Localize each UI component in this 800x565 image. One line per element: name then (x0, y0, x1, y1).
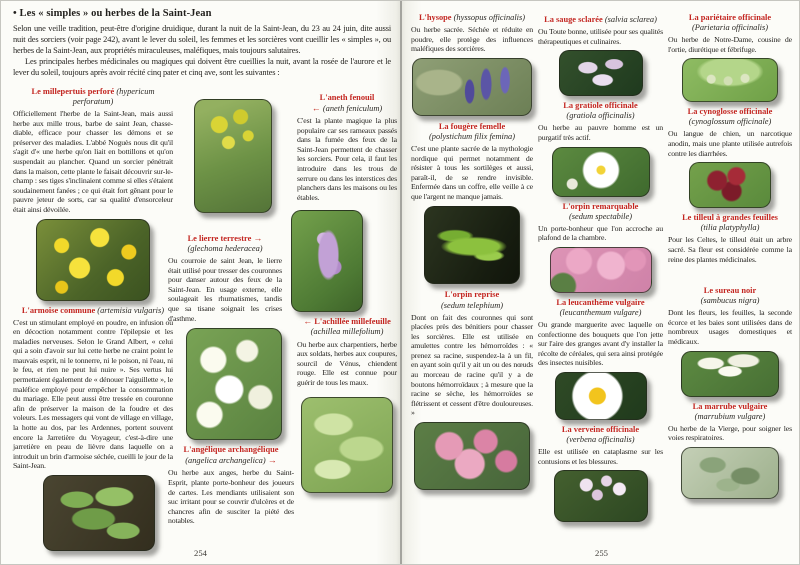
orpin-remarquable-photo (550, 247, 652, 293)
spacer (668, 268, 792, 286)
page-right (402, 1, 800, 565)
left-column-1 (13, 87, 173, 551)
section-orpin-remarquable (538, 202, 663, 243)
arrow-left-icon: ← (303, 316, 313, 327)
right-column-3 (668, 13, 792, 499)
section-orpin-reprise (411, 290, 533, 418)
latin-name: (leucanthemum vulgare) (559, 307, 642, 317)
section-sureau (668, 286, 792, 346)
latin-name: (aneth feniculum) (322, 104, 383, 114)
section-body: Ou langue de chien, un narcotique anodin, mais une plante utilisée autrefois contre les diarrhées. (668, 129, 792, 158)
section-verveine (538, 425, 663, 466)
section-heading (411, 290, 533, 310)
plant-name: L'aneth fenouil (319, 93, 375, 102)
hysope-photo (412, 58, 532, 116)
section-fougere (411, 122, 533, 202)
section-heading (668, 402, 792, 422)
plant-name: La marrube vulgaire (692, 401, 768, 411)
section-millepertuis (13, 87, 173, 215)
latin-name: (hypericum perforatum) (72, 87, 155, 107)
fenouil-photo (194, 99, 272, 213)
millepertuis-photo (36, 219, 150, 301)
section-heading (668, 13, 792, 33)
section-heading (297, 93, 397, 114)
plant-name: La fougère femelle (438, 121, 506, 131)
latin-name: (angelica archangelica) (185, 456, 266, 466)
section-body: Officiellement l'herbe de la Saint-Jean, mais aussi herbe aux mille trous, barbe de saint Jean, chasse-diable, efficace pour chasser les démons et se préserver des maladies. L'abbé Noguès nous dit qu'il s'agit d'« une herbe qu'on liait en bottillons et qu'on suspendait au plancher. Quand un sorcier pénétrait dans la maison, cette plante le faisait découvrir sur-le-champ : ses tiges s'inclinaient comme si elles s'étaient soudainement fanées ; ce qui était fort gênant pour le pauvre jeteur de sorts, car sa qualité d'ensorceleur était ainsi dévoilée. (13, 109, 173, 214)
angelique-photo (301, 397, 393, 493)
section-lierre (168, 233, 282, 323)
arrow-right-icon: → (253, 233, 263, 243)
section-body: Ou herbe de la Vierge, pour soigner les voies respiratoires. (668, 423, 792, 443)
verveine-photo (554, 470, 648, 522)
latin-name: (salvia sclarea) (604, 15, 657, 24)
latin-line (185, 456, 276, 465)
intro-paragraph-2: Les principales herbes médicinales ou magiques qui doivent être cueillies la nuit, avant la rosée de l'aurore et le lever du soleil, toujours après avoir récité cinq pater et cinq ave, sont les suivantes : (13, 57, 391, 78)
section-heading (13, 87, 173, 107)
section-heading (538, 15, 663, 25)
latin-name: (artemisia vulgaris) (97, 305, 165, 315)
plant-name: Le lierre terrestre (187, 234, 252, 243)
latin-name: (polystichum filix femina) (428, 131, 516, 141)
section-heading (538, 425, 663, 445)
latin-name: (cynoglossum officinale) (688, 117, 772, 127)
plant-name: L'hysope (418, 13, 452, 22)
page-number-left: 254 (194, 548, 207, 558)
section-cynoglosse (668, 107, 792, 158)
plant-name: La gratiole officinale (563, 101, 638, 111)
page-header (13, 8, 391, 78)
page-number-right: 255 (595, 548, 608, 558)
section-heading (411, 13, 533, 23)
section-heading (668, 107, 792, 127)
section-body: Dont les fleurs, les feuilles, la seconde écorce et les baies sont utilisées dans de nombreux usages domestiques et médicaux. (668, 308, 792, 346)
latin-name: (sedum spectabile) (568, 211, 633, 221)
parietaire-photo (682, 58, 778, 102)
page-title (13, 8, 391, 19)
bullet-icon: • (13, 8, 17, 19)
fougere-photo (424, 206, 520, 284)
armoise-photo (43, 475, 155, 551)
page-left (1, 1, 400, 565)
orpin-reprise-photo (414, 422, 530, 490)
section-heading (168, 445, 294, 466)
plant-name: L'angélique archangélique (183, 445, 279, 455)
section-heading (297, 316, 397, 337)
section-body: Ou herbe aux anges, herbe du Saint-Esprit, plante porte-bonheur des joueurs de cartes. Les mendiants utilisaient son suc irritant pour se couvrir d'ulcères et de chancres afin de susciter la piété des notables. (168, 468, 294, 526)
plant-name: Le sureau noir (703, 286, 757, 296)
section-heading (411, 122, 533, 142)
plant-name: Le tilleul à grandes feuilles (682, 213, 778, 223)
plant-name: L'orpin remarquable (562, 201, 639, 211)
section-body: Ou Toute bonne, utilisée pour ses qualités thérapeutiques et culinaires. (538, 27, 663, 46)
section-body: Ou grande marguerite avec laquelle on confectionne des bouquets que l'on jette sur l'aire des granges avant d'y installer la récolte de céréales, qui sera ainsi protégée des insectes nuisibles. (538, 320, 663, 368)
section-body: Dont on fait des couronnes qui sont placées près des bénitiers pour chasser les sorcières. Elle est utilisée en amulettes contre les hémorroïdes : « prenez sa racine, suspendez-la à un fil, en ayant soin qu'il y ait un ou des nœuds au morceau de racine qu'il y a de boutons hémorroïdaux ; à mesure que la racine se sèche, les hémorroïdes se flétrissent et cessent d'être douloureuses. » (411, 312, 533, 418)
section-heading (538, 101, 663, 121)
section-body: Ou courroie de saint Jean, le lierre était utilisé pour tresser des couronnes pour danser autour des feux de la Saint-Jean. En usage externe, elle soulageait les rhumatismes, tandis que sa tisane soignait les crises d'asthme. (168, 256, 282, 323)
plant-name: La leucanthème vulgaire (556, 297, 645, 307)
latin-name: (tilia platyphylla) (700, 223, 760, 233)
section-marrube (668, 402, 792, 443)
latin-name: (glechoma hederacea) (187, 244, 263, 254)
intro-paragraph-1: Selon une veille tradition, peut-être d'origine druidique, durant la nuit de la Saint-Jean, du 23 au 24 juin, dite aussi nuit des sorciers (voir page 242), avant le lever du soleil, les femmes et les sorcières vont cueillir les « simples », ou herbes de la Saint-Jean, aux propriétés miraculeuses, maléfiques, mais toujours salutaires. (13, 24, 391, 56)
plant-name: La sauge sclarée (544, 15, 603, 24)
section-body: Un porte-bonheur que l'on accroche au plafond de la chambre. (538, 223, 663, 243)
latin-name: (verbena officinalis) (566, 434, 635, 444)
section-body: C'est la plante magique la plus populaire car ses rameaux passés dans la fumée des feux de la Saint-Jean permettent de chasser les sorciers. Pour cela, il faut les introduire dans les trous de serrure ou dans les interstices des planchers dans les maisons ou les étables. (297, 116, 397, 202)
section-body: Ou herbe au pauvre homme est un purgatif très actif. (538, 123, 663, 142)
section-body: Ou herbe de Notre-Dame, cousine de l'ortie, diurétique et fébrifuge. (668, 35, 792, 54)
arrow-left-icon: ← (311, 103, 321, 114)
latin-name: (sedum telephium) (440, 300, 504, 310)
section-body: Ou herbe aux charpentiers, herbe aux soldats, herbes aux coupures, sourcil de Vénus, chiendent rouge. Elle est connue pour guérir de tous les maux. (297, 339, 397, 387)
section-parietaire (668, 13, 792, 54)
latin-name: (sambucus nigra) (700, 296, 760, 306)
section-body: Ou herbe sacrée. Séchée et réduite en poudre, elle protège des influences maléfiques des sorcières. (411, 25, 533, 54)
lierre-photo (291, 210, 363, 312)
leucantheme-photo (555, 372, 647, 420)
cynoglosse-photo (689, 162, 771, 208)
left-column-2 (168, 99, 294, 530)
section-body: C'est une plante sacrée de la mythologie nordique qui permet notamment de résister à tous les sortilèges et aussi, paraît-il, de se rendre invisible. Enfermée dans un coffre, elle veille à ce que l'argent ne manque jamais. (411, 143, 533, 201)
plant-name: La pariétaire officinale (688, 13, 772, 22)
sureau-photo (681, 351, 779, 397)
section-heading (13, 306, 173, 316)
section-armoise (13, 306, 173, 471)
section-body: C'est un stimulant employé en poudre, en infusion ou en décoction notamment contre l'épilepsie et les maladies nerveuses. Selon le Grand Albert, « celui qui a soin d'avoir sur lui cette herbe ne craint point le mauvais esprit, ni le tonnerre, ni le poison, ni l'eau, ni le feu, et rien ne peut lui nuire ». Ses vertus lui permettaient également de « dénouer l'aiguillette », le maléfice employé pour empêcher la consommation du mariage. Elle peut aussi être tressée en couronne afin de préserver la maison de la foudre et des voleurs. Les messagers qui vont de village en village, la hotte au dos, par les Ardennes, portent souvent encore la Jarretière du Voyageur, c'est-à-dire une jarretière en peau de lièvre dans laquelle on a introduit un brin d'armoise séchée, cueilli le jour de la Saint-Jean. (13, 317, 173, 471)
page-title-text: Les « simples » ou herbes de la Saint-Jean (19, 8, 212, 19)
section-achillee (297, 316, 397, 387)
latin-name: (gratiola officinalis) (566, 111, 635, 121)
plant-name: La verveine officinale (561, 424, 640, 434)
latin-line (312, 104, 382, 113)
right-column-1 (411, 13, 533, 490)
section-body: Pour les Celtes, le tilleul était un arbre sacré. Sa fleur est considérée comme la reine des plantes médicinales. (668, 235, 792, 264)
sauge-photo (559, 50, 643, 96)
section-body: Elle est utilisée en cataplasme sur les contusions et les blessures. (538, 447, 663, 466)
left-column-3 (297, 93, 397, 493)
right-column-2 (538, 15, 663, 522)
latin-name: (hyssopus officinalis) (453, 13, 526, 22)
section-gratiole (538, 101, 663, 142)
section-heading (668, 286, 792, 306)
plant-name: L'orpin reprise (444, 290, 500, 300)
arrow-right-icon: → (267, 455, 277, 466)
section-leucantheme (538, 298, 663, 368)
plant-name: Le millepertuis perforé (31, 87, 115, 96)
achillee-photo (186, 328, 282, 440)
latin-name: (marrubium vulgare) (694, 411, 766, 421)
section-angelique (168, 445, 294, 526)
section-heading (168, 233, 282, 254)
section-aneth (297, 93, 397, 202)
plant-name: La cynoglosse officinale (687, 107, 773, 117)
section-tilleul (668, 213, 792, 264)
gratiole-photo (552, 147, 650, 197)
marrube-photo (681, 447, 779, 499)
plant-name: L'achillée millefeuille (314, 317, 391, 327)
section-hysope (411, 13, 533, 54)
latin-name: (Parietaria officinalis) (691, 23, 769, 33)
section-heading (538, 202, 663, 222)
plant-name: L'armoise commune (21, 305, 96, 315)
latin-name: (achillea millefolium) (310, 327, 384, 337)
section-heading (538, 298, 663, 318)
section-sauge (538, 15, 663, 46)
section-heading (668, 213, 792, 233)
